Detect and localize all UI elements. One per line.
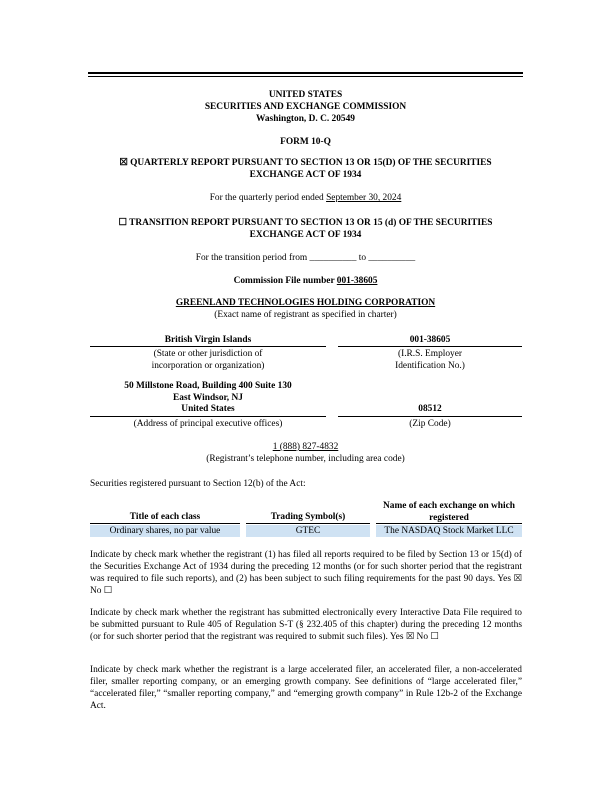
quarterly-period [88, 193, 523, 203]
top-rule-thin [88, 76, 523, 77]
quarterly-period-date: September 30, 2024 [326, 193, 402, 203]
ein-caption-line-1: (I.R.S. Employer [397, 349, 463, 359]
jurisdiction: British Virgin Islands [164, 335, 252, 345]
header-line-2: SECURITIES AND EXCHANGE COMMISSION [204, 102, 407, 112]
ein-rule [338, 346, 522, 347]
jurisdiction-rule [90, 346, 326, 347]
paragraph-reports-filed: Indicate by check mark whether the registrant (1) has filed all reports required to be filed by Section 13 or 15(d) of the Securities Exchange Act of 1934 during the preceding 12 months (or for such shorter period that the registrant was required to file such reports), and (2) has been subject to such filing requirements for the past 90 days. Yes ☒ No ☐ [90, 550, 522, 596]
securities-intro: Securities registered pursuant to Section 12(b) of the Act: [90, 479, 306, 489]
securities-header-rule-2 [246, 523, 370, 524]
address-block [90, 381, 326, 416]
transition-title-line-1: TRANSITION REPORT PURSUANT TO SECTION 13 OR 15 (d) OF THE SECURITIES [129, 218, 493, 228]
header-line-3: Washington, D. C. 20549 [256, 114, 355, 124]
header-line-1: UNITED STATES [268, 90, 343, 100]
commission-file [88, 276, 523, 286]
quarterly-checkbox[interactable]: ☒ [119, 158, 128, 168]
securities-header-rule-3 [376, 523, 522, 524]
address-rule [90, 416, 326, 417]
header-block [88, 89, 523, 125]
securities-header-exchange-line-1: Name of each exchange on which [382, 501, 516, 511]
securities-header-title: Title of each class [129, 512, 201, 522]
form-title: FORM 10-Q [280, 137, 331, 147]
quarterly-period-prefix: For the quarterly period ended [209, 193, 327, 203]
quarterly-title [88, 157, 523, 181]
jurisdiction-caption-line-2: incorporation or organization) [151, 361, 265, 371]
zip-rule [338, 416, 522, 417]
jurisdiction-caption-line-1: (State or other jurisdiction of [153, 349, 263, 359]
top-rule-thick [88, 72, 523, 74]
quarterly-title-line-1: QUARTERLY REPORT PURSUANT TO SECTION 13 OR 15(D) OF THE SECURITIES [130, 158, 492, 168]
transition-title-line-2: EXCHANGE ACT OF 1934 [249, 230, 362, 240]
securities-cell-symbol: GTEC [246, 525, 370, 537]
address-line-2: East Windsor, NJ [173, 392, 243, 403]
registrant-name: GREENLAND TECHNOLOGIES HOLDING CORPORATION [175, 298, 436, 308]
transition-title [88, 217, 523, 241]
quarterly-title-line-2: EXCHANGE ACT OF 1934 [249, 170, 362, 180]
phone-caption: (Registrant’s telephone number, including area code) [206, 454, 405, 464]
ein: 001-38605 [409, 335, 451, 345]
transition-checkbox[interactable]: ☐ [118, 218, 127, 228]
zip: 08512 [418, 404, 442, 414]
phone-number: 1 (888) 827-4832 [272, 442, 339, 452]
paragraph-filer-status: Indicate by check mark whether the registrant is a large accelerated filer, an accelerated filer, a non-accelerated filer, smaller reporting company, or an emerging growth company. See definitions of “large accelerated filer,” “accelerated filer,” “smaller reporting company,” and “emerging growth company” in Rule 12b-2 of the Exchange Act. [90, 665, 522, 711]
securities-header-symbol: Trading Symbol(s) [270, 512, 346, 522]
transition-period: For the transition period from __________ to __________ [195, 253, 416, 263]
ein-caption [338, 348, 522, 372]
securities-header-rule-1 [90, 523, 240, 524]
paragraph-interactive-data: Indicate by check mark whether the registrant has submitted electronically every Interactive Data File required to be submitted pursuant to Rule 405 of Regulation S-T (§ 232.405 of this chapter) during the preceding 12 months (or for such shorter period that the registrant was required to submit such files). Yes ☒ No ☐ [90, 608, 522, 642]
commission-number: 001-38605 [336, 276, 378, 286]
address-line-1: 50 Millstone Road, Building 400 Suite 130 [124, 381, 292, 391]
zip-caption: (Zip Code) [409, 419, 451, 429]
securities-header-exchange [376, 500, 522, 524]
securities-cell-exchange: The NASDAQ Stock Market LLC [376, 525, 522, 537]
registrant-name-caption: (Exact name of registrant as specified in charter) [214, 310, 397, 320]
ein-caption-line-2: Identification No.) [395, 361, 465, 371]
commission-label: Commission File number [233, 276, 337, 286]
securities-header-exchange-line-2: registered [429, 513, 469, 523]
address-caption: (Address of principal executive offices) [133, 419, 283, 429]
address-line-3: United States [181, 404, 235, 414]
securities-cell-title: Ordinary shares, no par value [90, 525, 240, 537]
jurisdiction-caption [90, 348, 326, 372]
